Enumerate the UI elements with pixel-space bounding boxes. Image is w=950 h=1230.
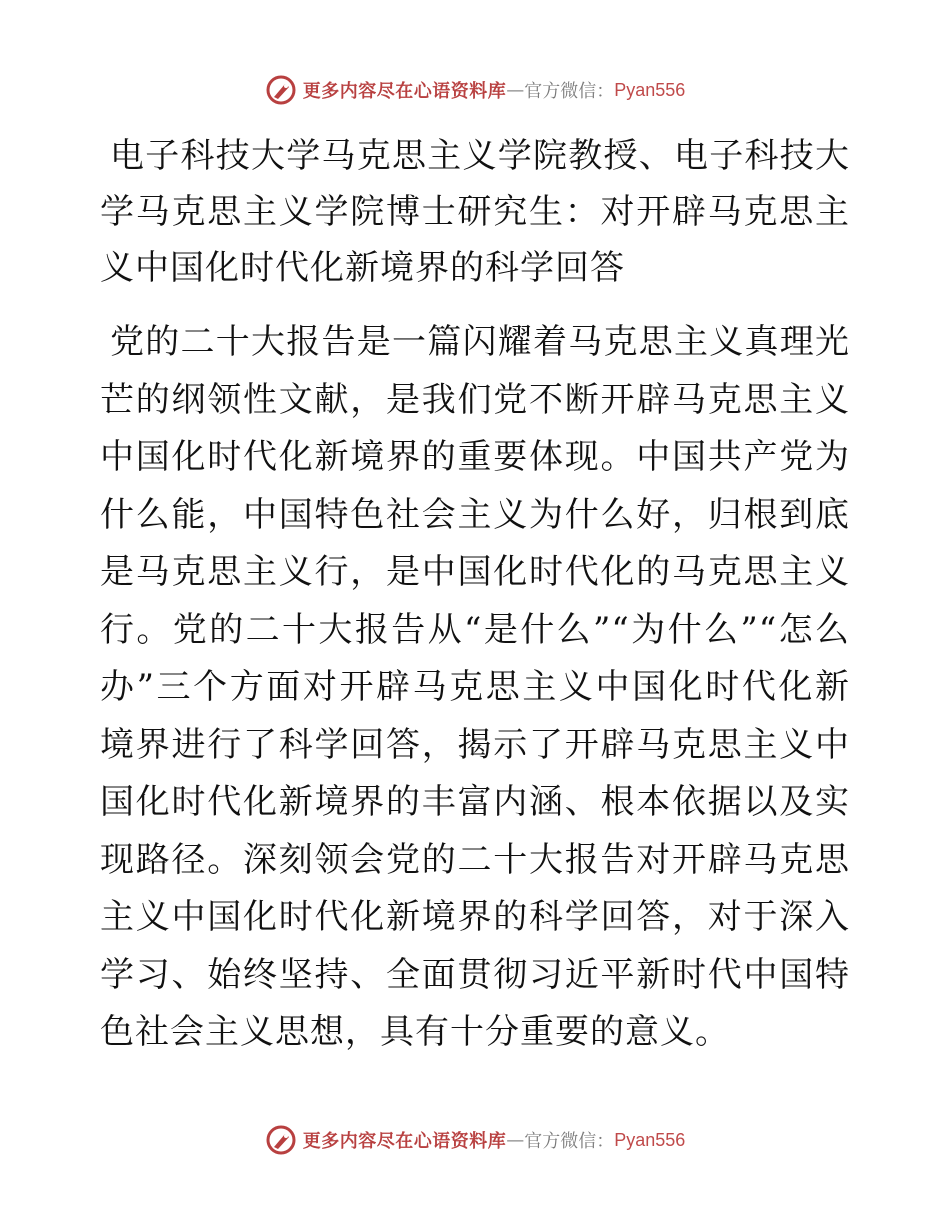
document-paragraph: 党的二十大报告是一篇闪耀着马克思主义真理光芒的纲领性文献，是我们党不断开辟马克思主义中国化时代化新境界的重要体现。中国共产党为什么能，中国特色社会主义为什么好，归根到底是马克思主义行，是中国化时代化的马克思主义行。党的二十大报告从“是什么”“为什么”“怎么办”三个方面对开辟马克思主义中国化时代化新境界进行了科学回答，揭示了开辟马克思主义中国化时代化新境界的丰富内涵、根本依据以及实现路径。深刻领会党的二十大报告对开辟马克思主义中国化时代化新境界的科学回答，对于深入学习、始终坚持、全面贯彻习近平新时代中国特色社会主义思想，具有十分重要的意义。: [100, 322, 850, 1052]
pen-nib-seal-icon: [265, 1124, 297, 1156]
watermark-official-label: 官方微信：: [524, 81, 615, 102]
footer-watermark: [0, 1120, 950, 1160]
watermark-official-label: 官方微信：: [524, 1131, 615, 1152]
watermark-brand: 更多内容尽在心语资料库: [302, 1131, 507, 1152]
watermark-separator: —: [506, 1129, 525, 1151]
watermark-separator: —: [506, 79, 525, 101]
watermark-wechat-id: Pyan556: [614, 1129, 686, 1150]
watermark-wechat-id: Pyan556: [614, 79, 686, 100]
header-watermark: [0, 70, 950, 110]
pen-nib-seal-icon: [265, 74, 297, 106]
watermark-brand: 更多内容尽在心语资料库: [302, 81, 507, 102]
document-title: 电子科技大学马克思主义学院教授、电子科技大学马克思主义学院博士研究生：对开辟马克思主义中国化时代化新境界的科学回答: [100, 136, 850, 288]
